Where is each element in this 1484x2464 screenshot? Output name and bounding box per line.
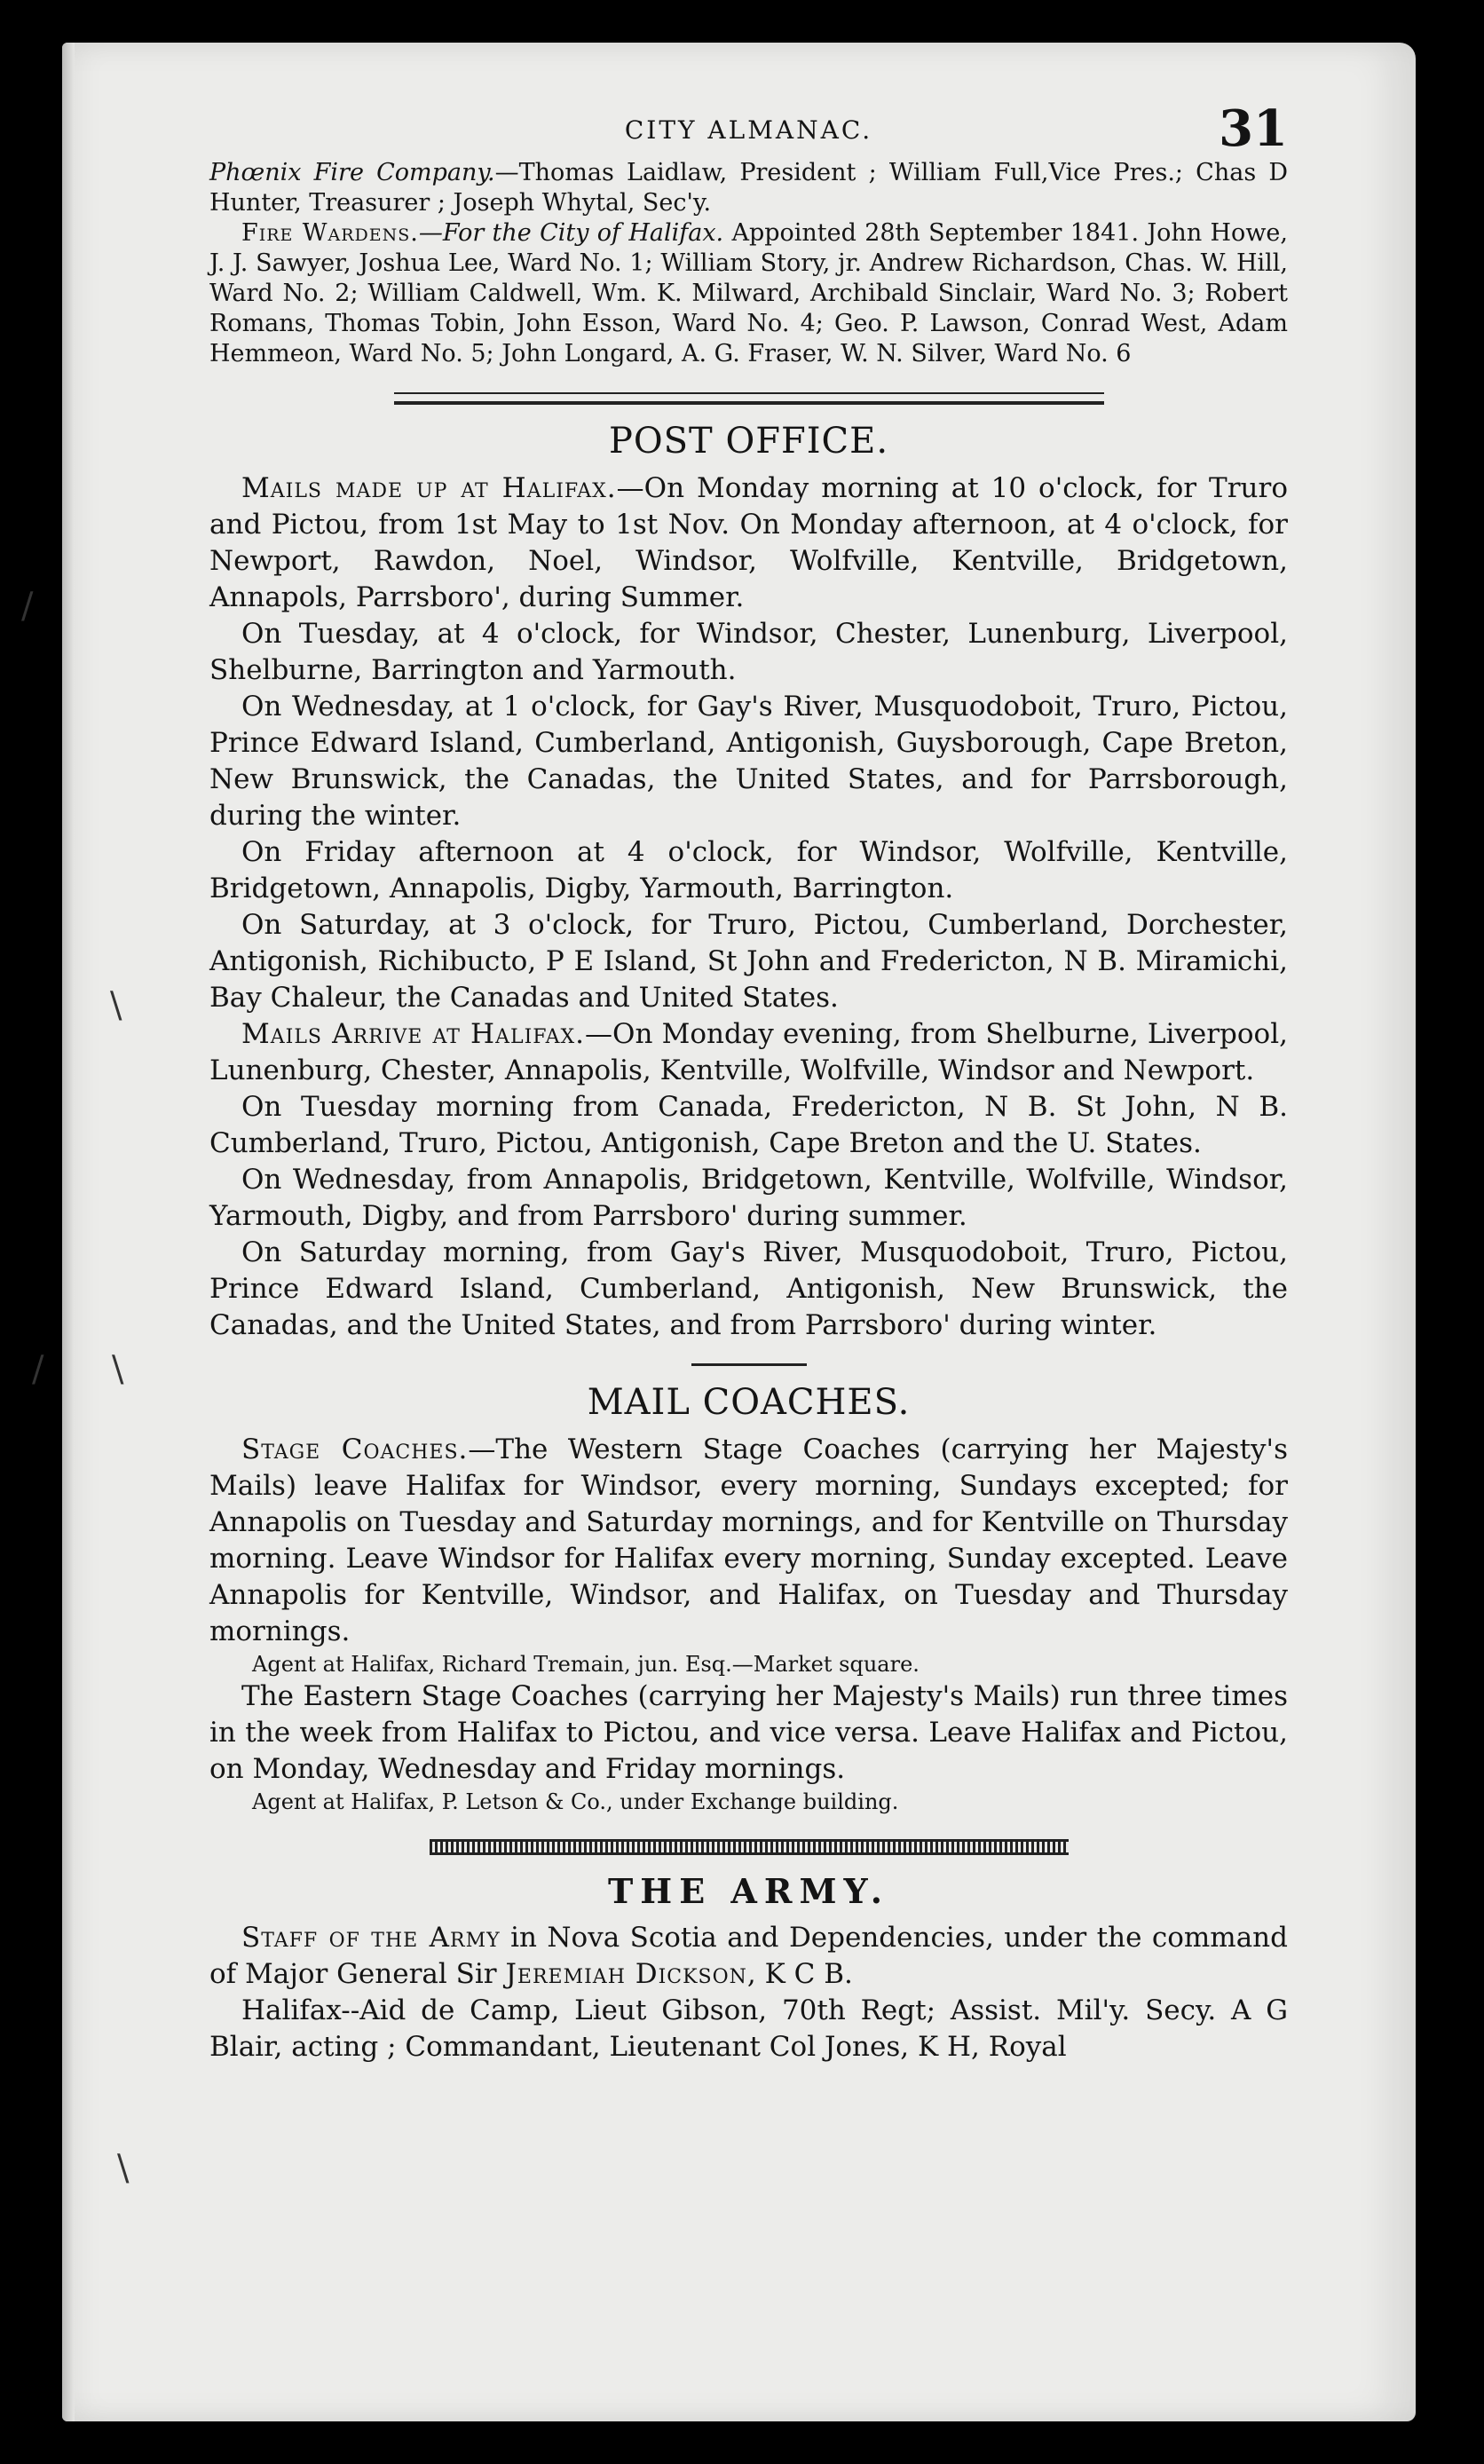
arrive-saturday: On Saturday morning, from Gay's River, Musquodoboit, Truro, Pictou, Prince Edward Island, Cumberland, Antigonish, New Brunswick, the Canadas, and the United States, and from Parrsboro' during winter. [209,1236,1288,1341]
post-saturday: On Saturday, at 3 o'clock, for Truro, Pictou, Cumberland, Dorchester, Antigonish, Richibucto, P E Island, St John and Fredericton, N B. Miramichi, Bay Chaleur, the Canadas and United States. [209,909,1288,1014]
made-up-text: —On Monday morning at 10 o'clock, for Truro and Pictou, from 1st May to 1st Nov. On Monday afternoon, at 4 o'clock, for Newport, Rawdon, Noel, Windsor, Wolfville, Kentville, Bridgetown, Annapols, Parrsboro', during Summer. [209,472,1289,613]
wardens-italic: —For the City of Halifax. [418,219,724,247]
stage-coaches [209,1432,1288,1650]
wardens-text: Appointed 28th September 1841. John Howe, J. J. Sawyer, Joshua Lee, Ward No. 1; William Story, jr. Andrew Richardson, Chas. W. Hill, Ward No. 2; William Caldwell, Wm. K. Milward, Archibald Sinclair, Ward No. 3; Robert Romans, Thomas Tobin, John Esson, Ward No. 4; Geo. P. Lawson, Conrad West, Adam Hemmeon, Ward No. 5; John Longard, A. G. Fraser, W. N. Silver, Ward No. 6 [209,219,1288,367]
agent-western: Agent at Halifax, Richard Tremain, jun. Esq.—Market square. [252,1652,920,1677]
section-divider [691,1363,807,1366]
margin-mark: \ [117,2148,130,2189]
mail-coaches-heading: MAIL COACHES. [587,1382,911,1423]
margin-mark: / [32,1349,44,1390]
running-header [209,99,1288,158]
post-office-heading: POST OFFICE. [608,421,889,462]
phoenix-text: —Thomas Laidlaw, President ; William Full,Vice Pres.; Chas D Hunter, Treasurer ; Joseph Whytal, Sec'y. [209,159,1288,217]
running-title: CITY ALMANAC. [624,115,873,145]
phoenix-fire-company [209,158,1288,218]
stage-text: —The Western Stage Coaches (carrying her Majesty's Mails) leave Halifax for Windsor, every morning, Sundays excepted; for Annapolis on Tuesday and Saturday mornings, and for Kentville on Thursday morning. Leave Windsor for Halifax every morning, Sunday excepted. Leave Annapolis for Kentville, Windsor, and Halifax, on Tuesday and Thursday mornings. [209,1433,1288,1647]
agent-eastern: Agent at Halifax, P. Letson & Co., under Exchange building. [252,1789,899,1814]
army-heading: THE ARMY. [608,1871,889,1911]
section-divider [394,392,1104,405]
made-up-label: Mails made up at Halifax. [241,472,617,504]
margin-mark: \ [110,985,122,1026]
mails-arrive [209,1016,1288,1089]
eastern-coaches: The Eastern Stage Coaches (carrying her Majesty's Mails) run three times in the week from Halifax to Pictou, and vice versa. Leave Halifax and Pictou, on Monday, Wednesday and Friday mornings. [209,1680,1288,1785]
phoenix-label: Phœnix Fire Company. [209,159,495,186]
section-divider [430,1839,1069,1855]
arrive-tuesday: On Tuesday morning from Canada, Fredericton, N B. St John, N B. Cumberland, Truro, Pictou, Antigonish, Cape Breton and the U. States. [209,1091,1288,1159]
commander-name: Jeremiah Dickson [505,1958,747,1990]
army-halifax: Halifax--Aid de Camp, Lieut Gibson, 70th Regt; Assist. Mil'y. Secy. A G Blair, acting ; Commandant, Lieutenant Col Jones, K H, Royal [209,1994,1288,2063]
staff-label: Staff of the Army [241,1922,501,1954]
book-spine [62,43,75,2421]
margin-mark: \ [112,1349,124,1390]
post-wednesday: On Wednesday, at 1 o'clock, for Gay's River, Musquodoboit, Truro, Pictou, Prince Edward Island, Cumberland, Antigonish, Guysborough, Cape Breton, New Brunswick, the Canadas, the United States, and for Parrsborough, during the winter. [209,691,1288,832]
margin-mark: / [21,586,34,627]
post-friday: On Friday afternoon at 4 o'clock, for Windsor, Wolfville, Kentville, Bridgetown, Annapolis, Digby, Yarmouth, Barrington. [209,836,1288,904]
arrive-label: Mails Arrive at Halifax. [241,1018,586,1050]
staff-text-2: , K C B. [746,1958,853,1990]
staff-text-1: in Nova Scotia and Dependencies, under the command of Major General Sir [209,1922,1288,1990]
arrive-text: —On Monday evening, from Shelburne, Liverpool, Lunenburg, Chester, Annapolis, Kentville, Wolfville, Windsor and Newport. [209,1018,1288,1086]
page-content [209,99,1289,2065]
mails-made-up [209,470,1288,616]
army-staff [209,1920,1288,1993]
post-tuesday: On Tuesday, at 4 o'clock, for Windsor, Chester, Lunenburg, Liverpool, Shelburne, Barrington and Yarmouth. [209,618,1288,686]
arrive-wednesday: On Wednesday, from Annapolis, Bridgetown, Kentville, Wolfville, Windsor, Yarmouth, Digby, and from Parrsboro' during summer. [209,1164,1288,1232]
stage-label: Stage Coaches. [241,1433,469,1465]
wardens-label: Fire Wardens. [241,219,419,247]
fire-wardens [209,218,1288,369]
page-number: 31 [1219,99,1288,158]
